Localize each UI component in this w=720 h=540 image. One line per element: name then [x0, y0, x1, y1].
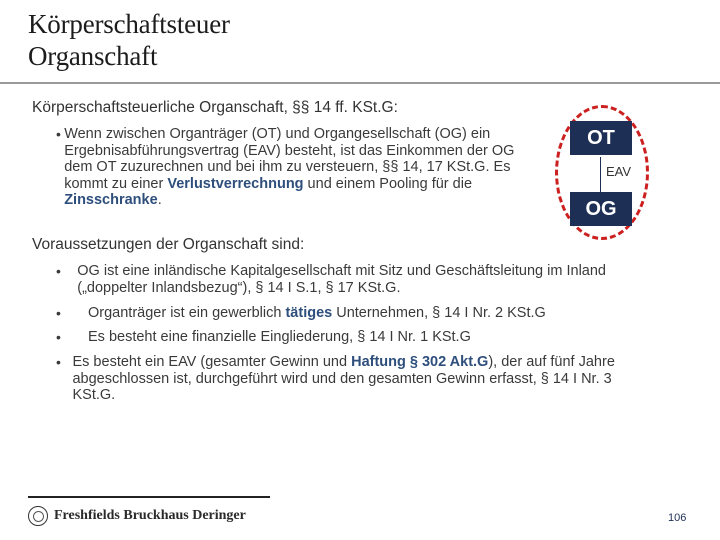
section-heading-organschaft: Körperschaftsteuerliche Organschaft, §§ 14 ff. KSt.G: — [32, 99, 398, 116]
bullet-text: Organträger ist ein gewerblich tätiges Unternehmen, § 14 I Nr. 2 KSt.G — [88, 305, 546, 321]
diagram-connector-line — [600, 157, 601, 194]
bullet-point: • — [56, 329, 61, 345]
diagram-label-eav: EAV — [606, 164, 632, 179]
list-item — [56, 305, 646, 322]
footer-divider — [28, 496, 270, 498]
bullet-text: Es besteht ein EAV (gesamter Gewinn und Haftung § 302 Akt.G), der auf fünf Jahre abgeschlossen ist, durchgeführt wird und den gesamten Gewinn erfasst, § 14 I Nr. 3 KSt.G. — [72, 354, 615, 404]
bullet-text: OG ist eine inländische Kapitalgesellschaft mit Sitz und Geschäftsleitung im Inland („doppelter Inlandsbezug“), § 14 I S.1, § 17 KSt.G. — [77, 263, 606, 296]
company-logo — [28, 506, 246, 526]
diagram-box-ot: OT — [570, 121, 632, 155]
highlight-haftung: Haftung § 302 Akt.G — [351, 354, 489, 370]
bullet-point: • — [56, 126, 61, 142]
bullet-point: • — [56, 354, 61, 370]
logo-seal-icon — [28, 506, 48, 526]
logo-wordmark: Freshfields Bruckhaus Deringer — [54, 508, 246, 523]
list-item — [56, 126, 536, 209]
highlight-verlustverrechnung: Verlustverrechnung — [167, 175, 304, 192]
page-number: 106 — [668, 512, 687, 524]
bullet-text: Es besteht eine finanzielle Eingliederung, § 14 I Nr. 1 KSt.G — [88, 329, 471, 345]
diagram-box-og: OG — [570, 192, 632, 226]
highlight-zinsschranke: Zinsschranke — [64, 192, 158, 209]
slide-title — [28, 8, 230, 72]
list-item — [56, 354, 656, 404]
list-item — [56, 329, 646, 346]
highlight-taetiges: tätiges — [285, 305, 333, 321]
section-heading-voraussetzungen: Voraussetzungen der Organschaft sind: — [32, 236, 305, 253]
bullet-point: • — [56, 305, 61, 321]
bullet-point: • — [56, 263, 61, 279]
title-line-1: Körperschaftsteuer — [28, 9, 230, 39]
bullet-text: Wenn zwischen Organträger (OT) und Organgesellschaft (OG) ein Ergebnisabführungsvertrag (EAV) besteht, ist das Einkommen der OG dem OT zuzurechnen und bei ihm zu versteuern, §§ 14, 17 KSt.G. Es kommt zu einer Verlustverrechnung und einem Pooling für die Zinsschranke. — [64, 126, 515, 209]
header-divider — [0, 82, 720, 84]
list-item — [56, 263, 646, 296]
title-line-2: Organschaft — [28, 41, 158, 71]
